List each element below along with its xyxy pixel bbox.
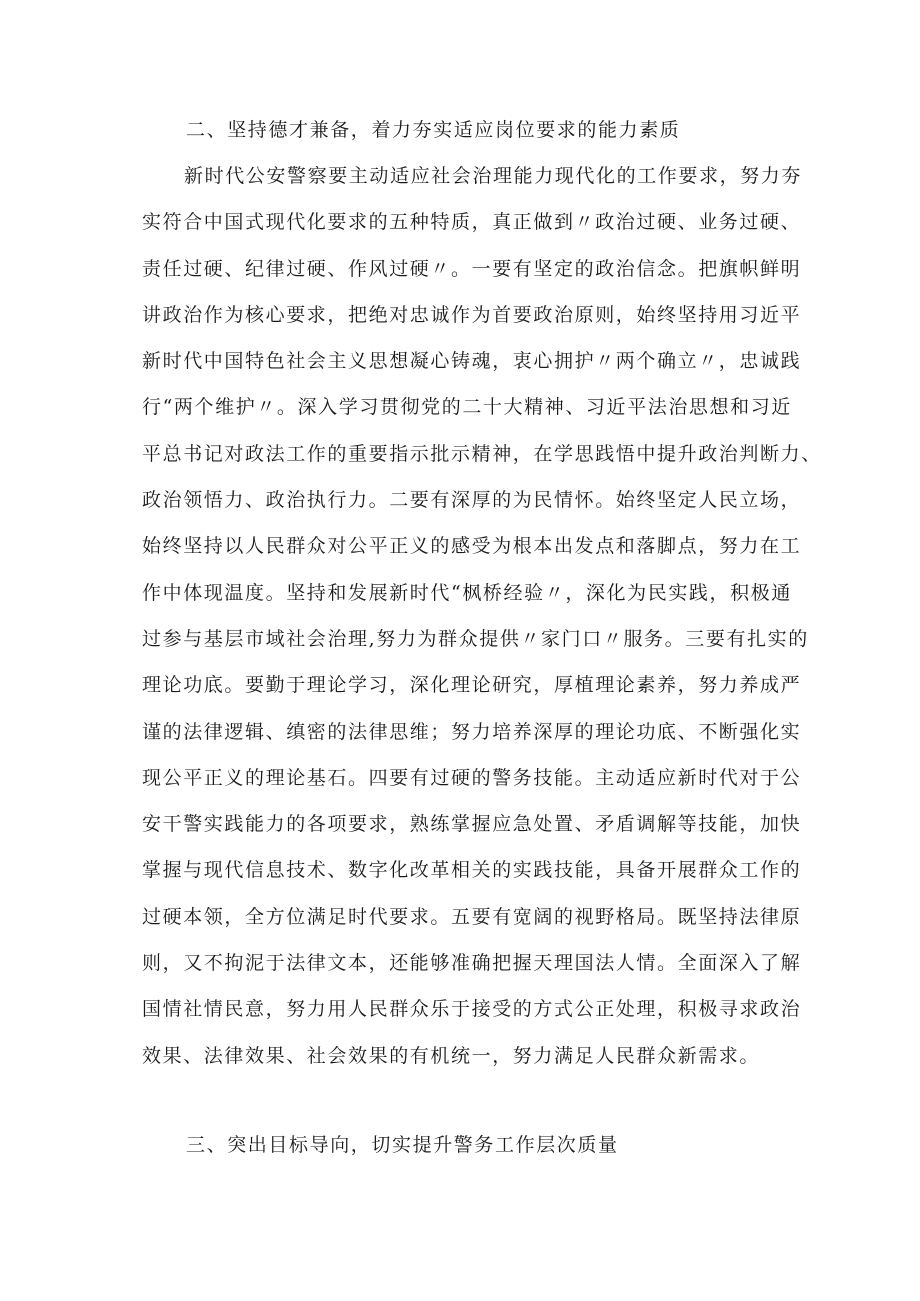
paragraph-line: 效果、法律效果、社会效果的有机统一，努力满足人民群众新需求。 — [142, 1044, 761, 1067]
paragraph-line: 过硬本领，全方位满足时代要求。五要有宽阔的视野格局。既坚持法律原 — [142, 905, 802, 928]
paragraph-line: 过参与基层市域社会治理,努力为群众提供〃家门口〃服务。三要有扎实的 — [142, 627, 809, 650]
paragraph-line: 平总书记对政法工作的重要指示批示精神，在学思践悟中提升政治判断力、 — [142, 442, 822, 465]
paragraph-line: 掌握与现代信息技术、数字化改革相关的实践技能，具备开展群众工作的 — [142, 859, 802, 882]
paragraph-line: 实符合中国式现代化要求的五种特质，真正做到〃政治过硬、业务过硬、 — [142, 211, 802, 234]
paragraph-line: 安干警实践能力的各项要求，熟练掌握应急处置、矛盾调解等技能，加快 — [142, 813, 802, 836]
paragraph-line: 始终坚持以人民群众对公平正义的感受为根本出发点和落脚点，努力在工 — [142, 535, 802, 558]
section-2-paragraph — [142, 165, 822, 1091]
paragraph-line: 新时代公安警察要主动适应社会治理能力现代化的工作要求，努力夯 — [184, 165, 803, 187]
section-heading-2: 二、坚持德才兼备，着力夯实适应岗位要求的能力素质 — [186, 119, 681, 141]
paragraph-line: 作中体现温度。坚持和发展新时代“枫桥经验〃，深化为民实践，积极通 — [142, 581, 792, 604]
paragraph-line: 政治领悟力、政治执行力。二要有深厚的为民情怀。始终坚定人民立场， — [142, 489, 802, 512]
paragraph-line: 讲政治作为核心要求，把绝对忠诚作为首要政治原则，始终坚持用习近平 — [142, 303, 802, 326]
paragraph-line: 则，又不拘泥于法律文本，还能够准确把握天理国法人情。全面深入了解 — [142, 952, 802, 975]
paragraph-line: 责任过硬、纪律过硬、作风过硬〃。一要有坚定的政治信念。把旗帜鲜明 — [142, 257, 802, 280]
paragraph-line: 新时代中国特色社会主义思想凝心铸魂，衷心拥护〃两个确立〃，忠诚践 — [142, 350, 802, 373]
paragraph-line: 谨的法律逻辑、缜密的法律思维；努力培养深厚的理论功底、不断强化实 — [142, 720, 802, 743]
paragraph-line: 行“两个维护〃。深入学习贯彻党的二十大精神、习近平法治思想和习近 — [142, 396, 792, 419]
paragraph-line: 国情社情民意，努力用人民群众乐于接受的方式公正处理，积极寻求政治 — [142, 998, 802, 1021]
paragraph-line: 理论功底。要勤于理论学习，深化理论研究，厚植理论素养，努力养成严 — [142, 674, 802, 697]
paragraph-line: 现公平正义的理论基石。四要有过硬的警务技能。主动适应新时代对于公 — [142, 766, 802, 789]
section-heading-3: 三、突出目标导向，切实提升警务工作层次质量 — [186, 1134, 619, 1156]
